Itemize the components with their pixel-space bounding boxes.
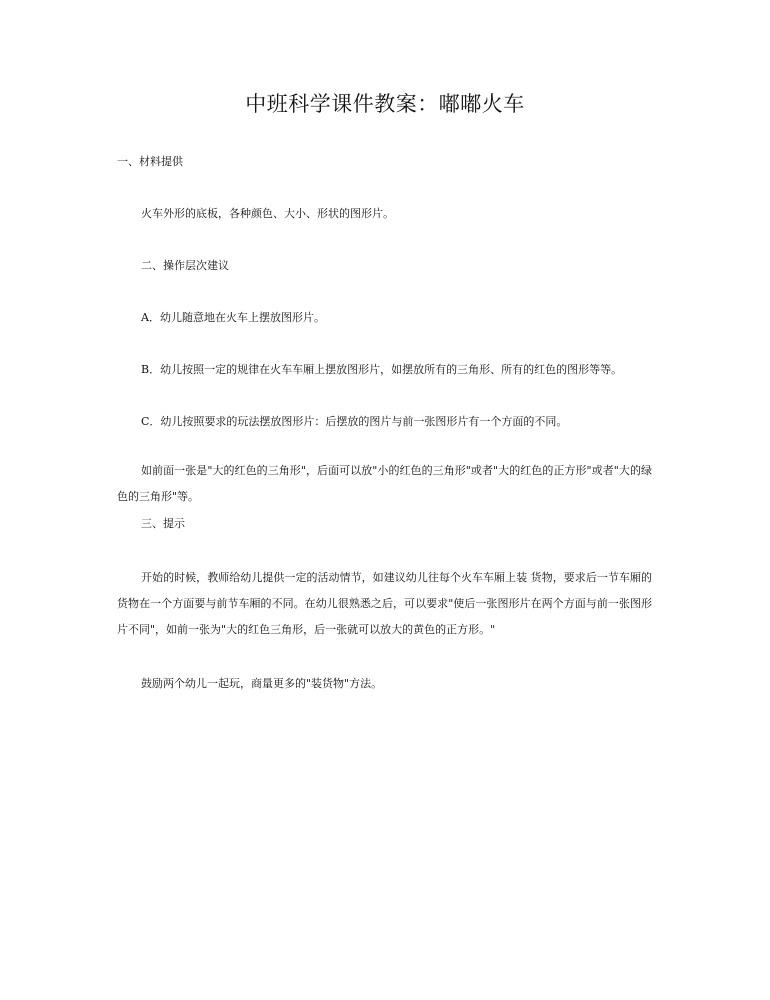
closing-paragraph: 鼓励两个幼儿一起玩，商量更多的"装货物"方法。 [141,677,383,690]
document-title: 中班科学课件教案：嘟嘟火车 [245,92,525,116]
tips-paragraph: 开始的时候，教师给幼儿提供一定的活动情节，如建议幼儿往每个火车车厢上装 货物，要求后一节车厢的货物在一个方面要与前节车厢的不同。在幼儿很熟悉之后，可以要求"使后一张图形片在两个方面与前一张图形片不同"，如前一张为"大的红色三角形，后一张就可以放大的黄色的正方形。" [117,571,652,636]
section-heading-materials: 一、材料提供 [117,155,183,168]
operation-item-c: C．幼儿按照要求的玩法摆放图形片：后摆放的图片与前一张图形片有一个方面的不同。 [141,415,568,428]
section-heading-operation: 二、操作层次建议 [141,259,229,272]
example-paragraph: 如前面一张是"大的红色的三角形"，后面可以放"小的红色的三角形"或者"大的红色的正方形"或者"大的绿色的三角形"等。 [117,464,652,503]
materials-text: 火车外形的底板，各种颜色、大小、形状的图形片。 [141,207,394,220]
operation-item-a: A．幼儿随意地在火车上摆放图形片。 [141,311,325,324]
section-heading-tips: 三、提示 [141,517,185,530]
operation-item-b: B．幼儿按照一定的规律在火车车厢上摆放图形片，如摆放所有的三角形、所有的红色的图形等等。 [141,363,623,376]
